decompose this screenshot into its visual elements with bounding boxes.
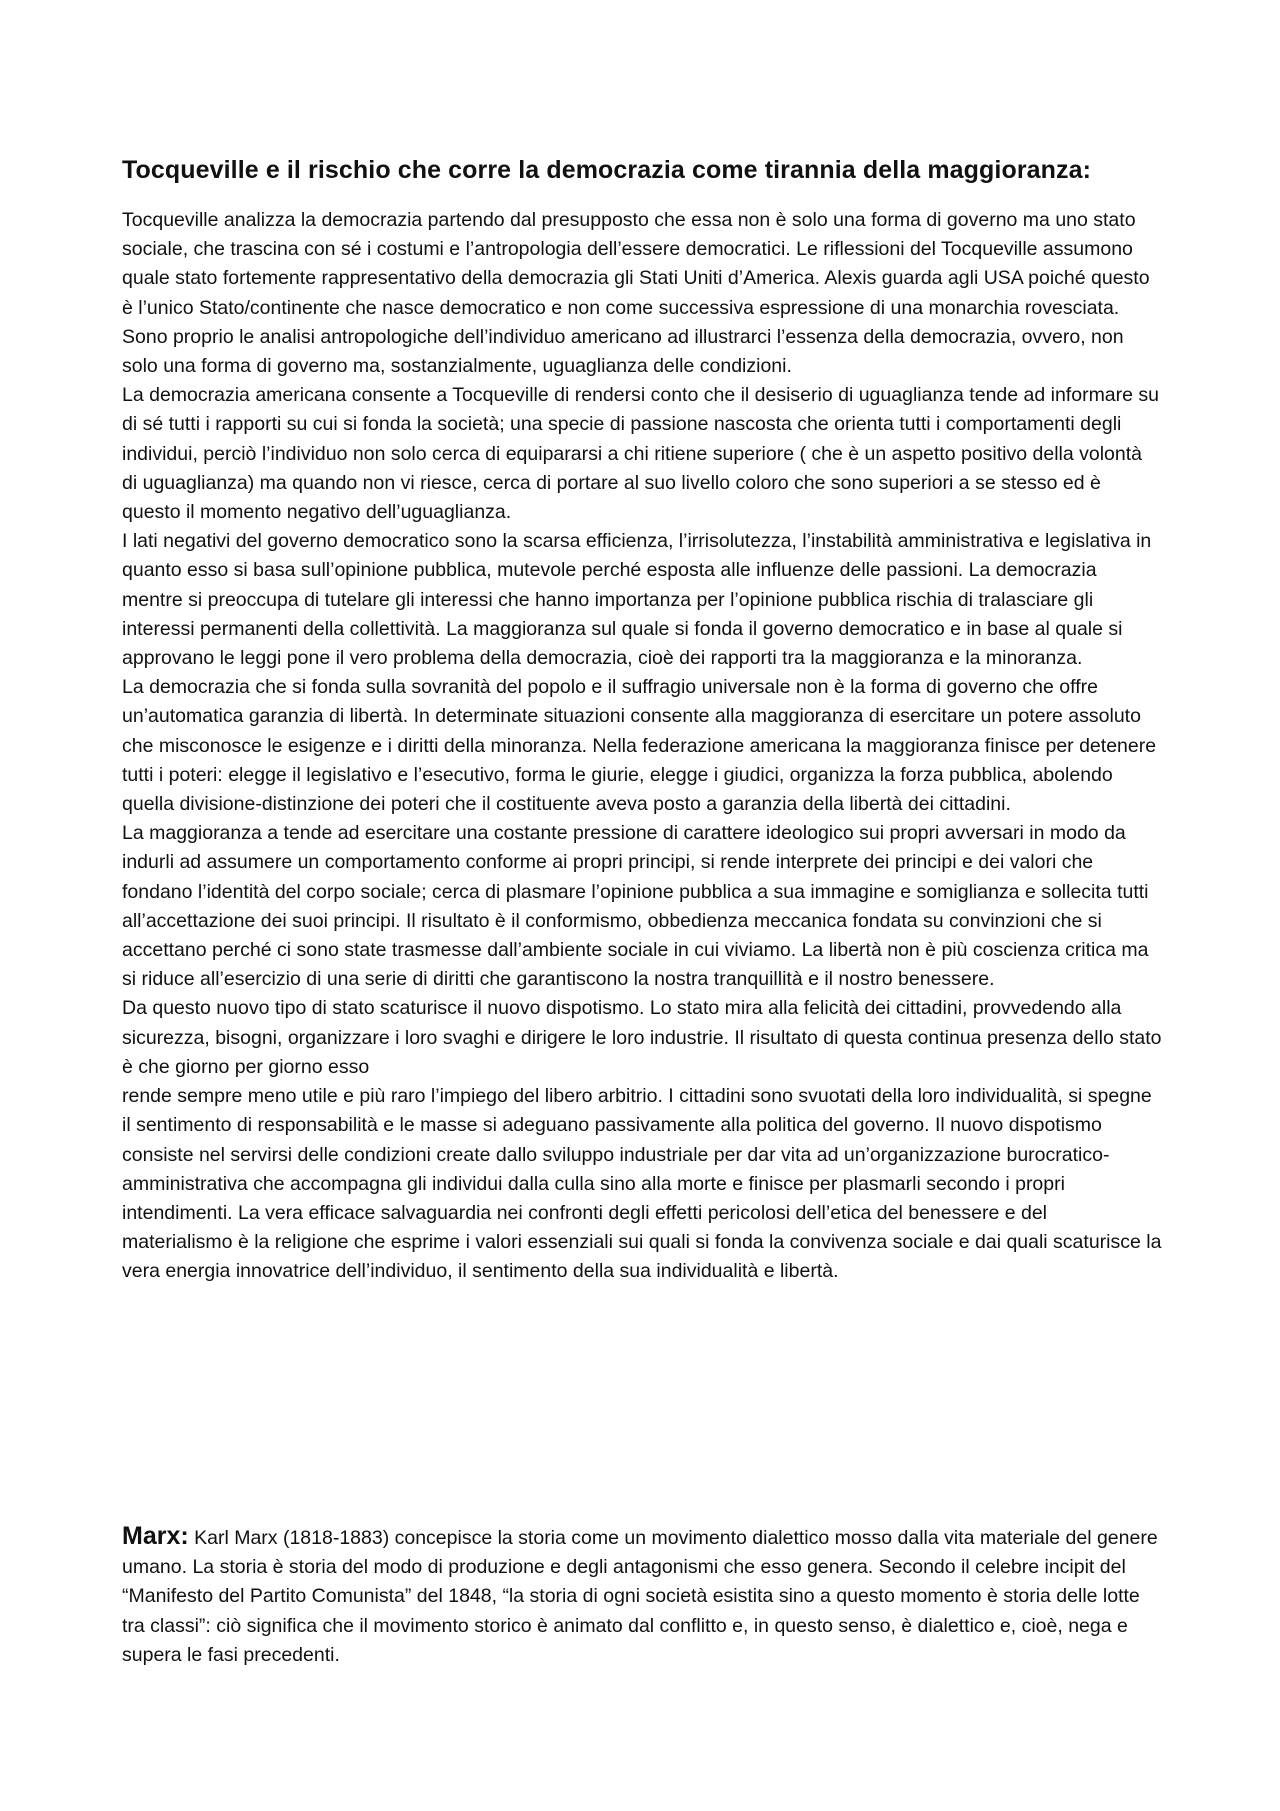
paragraph-1: Tocqueville analizza la democrazia partendo dal presupposto che essa non è solo una forma di governo ma uno stato sociale, che trascina con sé i costumi e l’antropologia dell’essere democratici. Le riflessioni del Tocqueville assumono quale stato fortemente rappresentativo della democrazia gli Stati Uniti d’America. Alexis guarda agli USA poiché questo è l’unico Stato/continente che nasce democratico e non come successiva espressione di una monarchia rovesciata. Sono proprio le analisi antropologiche dell’individuo americano ad illustrarci l’essenza della democrazia, ovvero, non solo una forma di governo ma, sostanzialmente, uguaglianza delle condizioni. (122, 209, 1150, 378)
marx-section (122, 1522, 1162, 1670)
marx-text: Karl Marx (1818-1883) concepisce la storia come un movimento dialettico mosso dalla vita materiale del genere umano. La storia è storia del modo di produzione e degli antagonismi che esso genera. Secondo il celebre incipit del “Manifesto del Partito Comunista” del 1848, “la storia di ogni società esistita sino a questo momento è storia delle lotte tra classi”: ciò significa che il movimento storico è animato dal conflitto e, in questo senso, è dialettico e, cioè, nega e supera le fasi precedenti. (122, 1527, 1158, 1666)
paragraph-6: Da questo nuovo tipo di stato scaturisce il nuovo dispotismo. Lo stato mira alla felicità dei cittadini, provvedendo alla sicurezza, bisogni, organizzare i loro svaghi e dirigere le loro industrie. Il risultato di questa continua presenza dello stato è che giorno per giorno esso (122, 997, 1162, 1078)
tocqueville-section (122, 154, 1162, 1287)
paragraph-3: I lati negativi del governo democratico sono la scarsa efficienza, l’irrisolutezza, l’instabilità amministrativa e legislativa in quanto esso si basa sull’opinione pubblica, mutevole perché esposta alle influenze delle passioni. La democrazia mentre si preoccupa di tutelare gli interessi che hanno importanza per l’opinione pubblica rischia di tralasciare gli interessi permanenti della collettività. La maggioranza sul quale si fonda il governo democratico e in base al quale si approvano le leggi pone il vero problema della democrazia, cioè dei rapporti tra la maggioranza e la minoranza. (122, 530, 1152, 670)
section-title: Tocqueville e il rischio che corre la democrazia come tirannia della maggioranza: (122, 156, 1092, 184)
paragraph-4: La democrazia che si fonda sulla sovranità del popolo e il suffragio universale non è la forma di governo che offre un’automatica garanzia di libertà. In determinate situazioni consente alla maggioranza di esercitare un potere assoluto che misconosce le esigenze e i diritti della minoranza. Nella federazione americana la maggioranza finisce per detenere tutti i poteri: elegge il legislativo e l’esecutivo, forma le giurie, elegge i giudici, organizza la forza pubblica, abolendo quella divisione-distinzione dei poteri che il costituente aveva posto a garanzia della libertà dei cittadini. (122, 676, 1157, 816)
paragraph-5: La maggioranza a tende ad esercitare una costante pressione di carattere ideologico sui propri avversari in modo da indurli ad assumere un comportamento conforme ai propri principi, si rende interprete dei principi e dei valori che fondano l’identità del corpo sociale; cerca di plasmare l’opinione pubblica a sua immagine e somiglianza e sollecita tutti all’accettazione dei suoi principi. Il risultato è il conformismo, obbedienza meccanica fondata su convinzioni che si accettano perché ci sono state trasmesse dall’ambiente sociale in cui viviamo. La libertà non è più coscienza critica ma si riduce all’esercizio di una serie di diritti che garantiscono la nostra tranquillità e il nostro benessere. (122, 822, 1149, 991)
paragraph-7: rende sempre meno utile e più raro l’impiego del libero arbitrio. I cittadini sono svuotati della loro individualità, si spegne il sentimento di responsabilità e le masse si adeguano passivamente alla politica del governo. Il nuovo dispotismo consiste nel servirsi delle condizioni create dallo sviluppo industriale per dar vita ad un’organizzazione burocratico-amministrativa che accompagna gli individui dalla culla sino alla morte e finisce per plasmarli secondo i propri intendimenti. La vera efficace salvaguardia nei confronti degli effetti pericolosi dell’etica del benessere e del materialismo è la religione che esprime i valori essenziali sui quali si fonda la convivenza sociale e dai quali scaturisce la vera energia innovatrice dell’individuo, il sentimento della sua individualità e libertà. (122, 1085, 1162, 1283)
marx-heading: Marx: (122, 1522, 189, 1550)
paragraph-2: La democrazia americana consente a Tocqueville di rendersi conto che il desiserio di uguaglianza tende ad informare su di sé tutti i rapporti su cui si fonda la società; una specie di passione nascosta che orienta tutti i comportamenti degli individui, perciò l’individuo non solo cerca di equipararsi a chi ritiene superiore ( che è un aspetto positivo della volontà di uguaglianza) ma quando non vi riesce, cerca di portare al suo livello coloro che sono superiori a se stesso ed è questo il momento negativo dell’uguaglianza. (122, 384, 1160, 524)
